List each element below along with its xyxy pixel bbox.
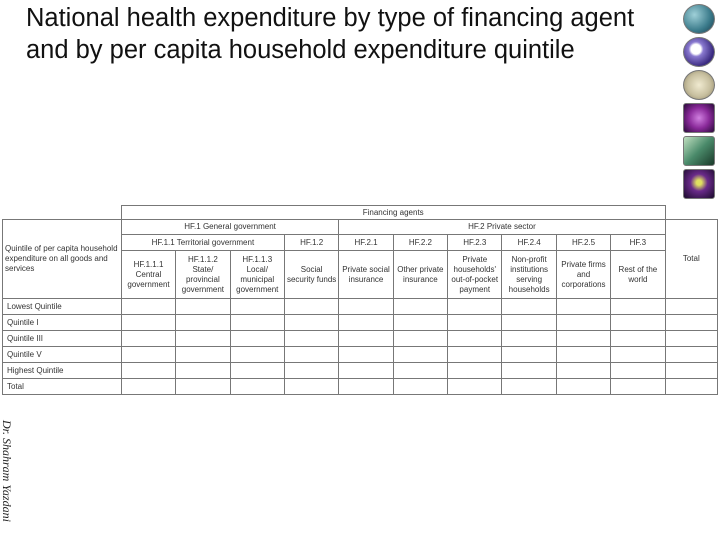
table-cell: [176, 315, 230, 331]
hf111-cell: [121, 251, 175, 299]
table-cell: [393, 363, 447, 379]
table-cell: [502, 331, 556, 347]
table-cell: [230, 347, 284, 363]
table-row: [3, 315, 718, 331]
hf25-label: Private firms and corporations: [556, 251, 610, 299]
table-cell: [556, 363, 610, 379]
slide-title: National health expenditure by type of financing agent and by per capita household expenditure quintile: [26, 4, 635, 64]
table-cell: [502, 299, 556, 315]
table-cell: [556, 299, 610, 315]
author-credit: [0, 420, 14, 538]
row-label: Quintile I: [3, 315, 122, 331]
globe-icon: [683, 4, 715, 34]
table-cell: [230, 379, 284, 395]
table-cell: [448, 347, 502, 363]
table-cell: [556, 379, 610, 395]
neuron-icon: [683, 169, 715, 199]
table-cell: [121, 347, 175, 363]
row-label: Quintile V: [3, 347, 122, 363]
table-cell: [176, 379, 230, 395]
table-cell: [611, 363, 665, 379]
hf3-code: HF.3: [611, 235, 665, 251]
table-cell: [339, 363, 393, 379]
table-cell: [665, 347, 717, 363]
financing-agents-header: Financing agents: [121, 206, 665, 220]
hf112-cell: [176, 251, 230, 299]
table-cell: [339, 331, 393, 347]
table-cell: [176, 299, 230, 315]
table-cell: [502, 363, 556, 379]
table-cell: [230, 299, 284, 315]
table-cell: [556, 347, 610, 363]
table-cell: [393, 315, 447, 331]
table-row: [3, 331, 718, 347]
table-cell: [121, 379, 175, 395]
table-cell: [121, 331, 175, 347]
table-row: [3, 363, 718, 379]
thumbnail-column: [683, 4, 717, 202]
table-cell: [502, 315, 556, 331]
table-cell: [339, 379, 393, 395]
hf111-label: Central government: [127, 269, 170, 289]
hf1-header: HF.1 General government: [121, 220, 339, 235]
table-cell: [121, 363, 175, 379]
hf12-label: Social security funds: [284, 251, 338, 299]
hf12-code: HF.1.2: [284, 235, 338, 251]
table-cell: [284, 299, 338, 315]
table-cell: [339, 299, 393, 315]
table-cell: [611, 331, 665, 347]
table-cell: [230, 315, 284, 331]
hf113-cell: [230, 251, 284, 299]
table-row: [3, 299, 718, 315]
table-cell: [556, 315, 610, 331]
table-cell: [665, 315, 717, 331]
hf22-label: Other private insurance: [393, 251, 447, 299]
table-cell: [121, 299, 175, 315]
hf23-label: Private households' out-of-pocket payment: [448, 251, 502, 299]
hf111-code: HF.1.1.1: [133, 259, 164, 269]
table-cell: [393, 299, 447, 315]
table-cell: [284, 331, 338, 347]
table-cell: [121, 315, 175, 331]
table-cell: [665, 299, 717, 315]
row-label: Total: [3, 379, 122, 395]
microscope-icon: [683, 136, 715, 166]
table-cell: [230, 331, 284, 347]
hf24-code: HF.2.4: [502, 235, 556, 251]
expenditure-table: [2, 205, 718, 395]
hf112-code: HF.1.1.2: [187, 254, 218, 264]
table-cell: [502, 379, 556, 395]
molecule-icon: [683, 37, 715, 67]
table-cell: [230, 363, 284, 379]
hf24-label: Non-profit institutions serving households: [502, 251, 556, 299]
table-cell: [448, 315, 502, 331]
table-cell: [176, 347, 230, 363]
hf21-label: Private social insurance: [339, 251, 393, 299]
total-header: Total: [665, 220, 717, 299]
table-cell: [611, 379, 665, 395]
table-cell: [339, 347, 393, 363]
hf112-label: State/ provincial government: [181, 264, 225, 294]
table-cell: [448, 331, 502, 347]
table-cell: [393, 347, 447, 363]
table-cell: [176, 363, 230, 379]
row-label: Lowest Quintile: [3, 299, 122, 315]
table-cell: [339, 315, 393, 331]
table-cell: [665, 363, 717, 379]
table-cell: [393, 379, 447, 395]
bacteria-icon: [683, 103, 715, 133]
table-cell: [611, 315, 665, 331]
table-row: [3, 379, 718, 395]
table-cell: [284, 347, 338, 363]
table-cell: [176, 331, 230, 347]
row-label: Quintile III: [3, 331, 122, 347]
table-cell: [556, 331, 610, 347]
quintile-header: Quintile of per capita household expenditure on all goods and services: [3, 220, 122, 299]
hf3-label: Rest of the world: [611, 251, 665, 299]
table-cell: [665, 379, 717, 395]
hf113-label: Local/ municipal government: [236, 264, 279, 294]
table-cell: [393, 331, 447, 347]
cells-icon: [683, 70, 715, 100]
hf21-code: HF.2.1: [339, 235, 393, 251]
table-cell: [448, 363, 502, 379]
hf22-code: HF.2.2: [393, 235, 447, 251]
table-cell: [448, 379, 502, 395]
hf23-code: HF.2.3: [448, 235, 502, 251]
hf11-header: HF.1.1 Territorial government: [121, 235, 284, 251]
hf113-code: HF.1.1.3: [242, 254, 273, 264]
table-cell: [665, 331, 717, 347]
table-body: [3, 299, 718, 395]
table-cell: [284, 315, 338, 331]
table-cell: [448, 299, 502, 315]
author-credit-text: Dr. Shahram Yazdani: [0, 420, 14, 522]
row-label: Highest Quintile: [3, 363, 122, 379]
table-cell: [611, 299, 665, 315]
table-row: [3, 347, 718, 363]
hf2-header: HF.2 Private sector: [339, 220, 665, 235]
table-cell: [502, 347, 556, 363]
table-cell: [284, 379, 338, 395]
table-cell: [284, 363, 338, 379]
hf25-code: HF.2.5: [556, 235, 610, 251]
table-cell: [611, 347, 665, 363]
